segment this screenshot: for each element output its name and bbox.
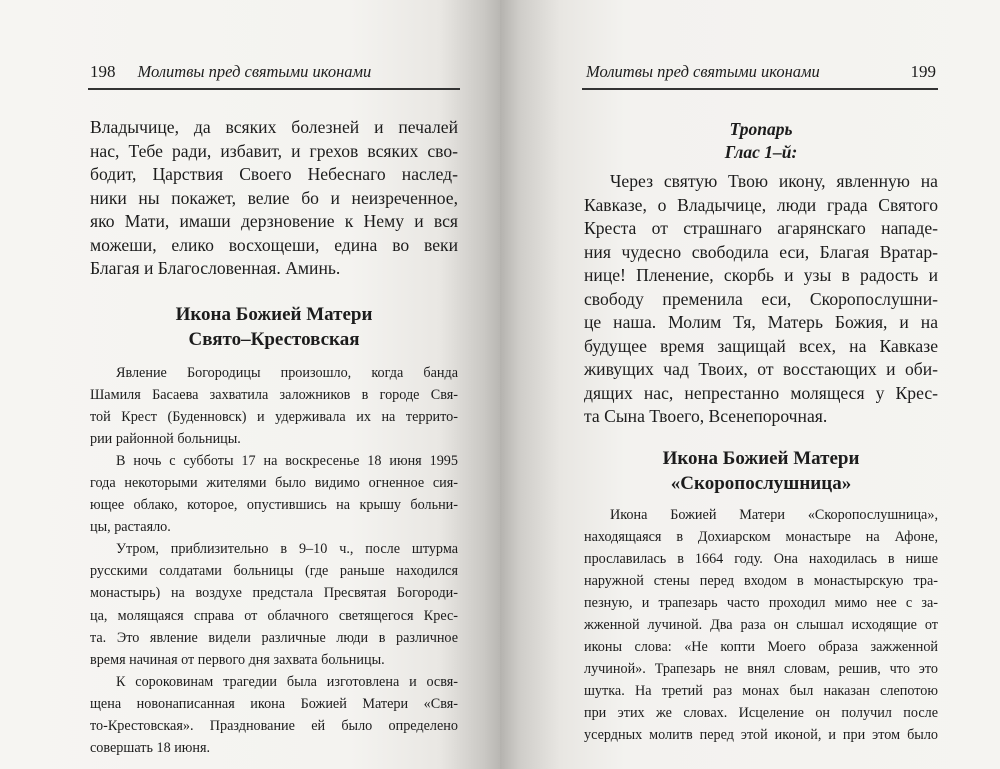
text-line: прославилась в 1664 году. Она находилась в нише — [584, 550, 938, 567]
text-line: время начиная от первого дня захвата больницы. — [90, 651, 385, 668]
text-line: ники ны покажет, велие бо и неизреченное, — [90, 187, 458, 208]
troparion-heading: Тропарь — [729, 119, 793, 139]
text-line: та Сына Твоего, Всенепорочная. — [584, 406, 828, 426]
text-line: яко Мати, имаши дерзновение к Нему и вся — [90, 211, 458, 231]
text-line: шутка. На третий раз монах был наказан слепотою — [584, 683, 938, 700]
text-line: Кавказе, о Владычице, люди града Святого — [584, 194, 938, 215]
right-header-rule — [582, 88, 938, 90]
text-line: русскими солдатами больницы (где раньше находился — [90, 563, 458, 580]
text-line: той Крест (Буденновск) и удерживала их на террито- — [90, 408, 458, 425]
paragraph — [90, 671, 458, 759]
text-line: свободу пременила еси, Скоропослушни- — [584, 288, 938, 309]
text-line: нице! Пленение, скорбь и узы в радость и — [584, 265, 938, 285]
section-heading: Икона Божией Матери — [662, 447, 860, 469]
left-running-head — [90, 62, 448, 88]
text-line: це наша. Молим Тя, Матерь Божия, и на — [584, 312, 938, 332]
text-line: ющее облако, которое, опустившись на крышу больни- — [90, 497, 458, 514]
text-line: К сороковинам трагедии была изготовлена и освя- — [116, 673, 458, 690]
paragraph — [584, 504, 938, 747]
text-line: при этих же словах. Исцеление он получил после — [584, 705, 938, 722]
left-page-number: 198 — [90, 62, 116, 81]
section-heading: Икона Божией Матери — [175, 303, 373, 325]
troparion-text — [584, 170, 938, 429]
text-line: Утром, приблизительно в 9–10 ч., после штурма — [116, 541, 458, 558]
text-line: та. Это явление видели различные люди в различное — [90, 629, 458, 646]
text-line: дящих нас, непрестанно молящеся у Крес- — [584, 382, 938, 403]
section-heading: Свято–Крестовская — [188, 328, 360, 350]
text-line: можеши, елико восхощеши, едина во веки — [90, 234, 458, 255]
paragraph — [90, 450, 458, 538]
right-text-column — [584, 118, 938, 747]
text-line: то-Крестовская». Празднование ей было определено — [90, 718, 458, 734]
text-line: Явление Богородицы произошло, когда банда — [116, 364, 458, 381]
text-line: совершать 18 июня. — [90, 740, 211, 757]
left-running-title: Молитвы пред святыми иконами — [137, 62, 372, 81]
text-line: В ночь с субботы 17 на воскресенье 18 июня 1995 — [116, 452, 458, 469]
text-line: живущих чад Твоих, от восстающих и оби- — [584, 359, 938, 379]
text-line: Через святую Твою икону, явленную на — [610, 171, 938, 191]
text-line: жженной лучиной. Два раза он слышал исходящие от — [584, 616, 938, 633]
text-line: усердных молитв перед этой иконой, и при этом было — [584, 727, 938, 744]
text-line: Шамиля Басаева захватила заложников в городе Свя- — [90, 386, 458, 403]
paragraph — [90, 538, 458, 671]
right-running-head — [586, 62, 936, 88]
text-line: Креста от страшнаго агарянскаго нападе- — [584, 218, 938, 238]
text-line: щена новонаписанная икона Божией Матери «Свя- — [90, 695, 458, 712]
text-line: лучиной». Трапезарь не внял словам, решив, что это — [584, 661, 938, 678]
text-line: пезную, и трапезарь часто проходил мимо нее с за- — [584, 594, 938, 611]
right-running-title: Молитвы пред святыми иконами — [586, 62, 820, 81]
text-line: рии районной больницы. — [90, 430, 241, 447]
text-line: цы, растаяло. — [90, 519, 171, 536]
text-line: иконы слова: «Не копти Моего образа зажженной — [584, 639, 938, 656]
text-line: монастырь) на воздухе предстала Пресвятая Богороди- — [90, 585, 458, 602]
text-line: ца, молящаяся справа от облачного светящегося Крес- — [90, 607, 458, 624]
paragraph — [90, 362, 458, 450]
text-line: Благая и Благословенная. Аминь. — [90, 258, 341, 278]
left-text-column — [90, 116, 458, 759]
text-line: будущее время защищай всех, на Кавказе — [584, 335, 938, 356]
text-line: находящаяся в Дохиарском монастыре на Афоне, — [584, 528, 938, 545]
text-line: ния чудесно свободила еси, Благая Вратар- — [584, 241, 938, 262]
text-line: бодит, Царствия Своего Небеснаго наслед- — [90, 164, 458, 184]
left-header-rule — [88, 88, 460, 90]
text-line: Владычице, да всяких болезней и печалей — [90, 117, 458, 137]
right-page-number: 199 — [910, 62, 936, 81]
text-line: Икона Божией Матери «Скоропослушница», — [610, 506, 938, 523]
tone-heading: Глас 1–й: — [724, 142, 798, 162]
text-line: наружной стены перед входом в монастырскую тра- — [584, 572, 938, 589]
prayer-ending — [90, 116, 458, 281]
text-line: года некоторыми жителями было видимо огненное сия- — [90, 474, 458, 491]
text-line: нас, Тебе ради, избавит, и грехов всяких сво- — [90, 140, 458, 161]
section-heading: «Скоропослушница» — [670, 472, 852, 494]
